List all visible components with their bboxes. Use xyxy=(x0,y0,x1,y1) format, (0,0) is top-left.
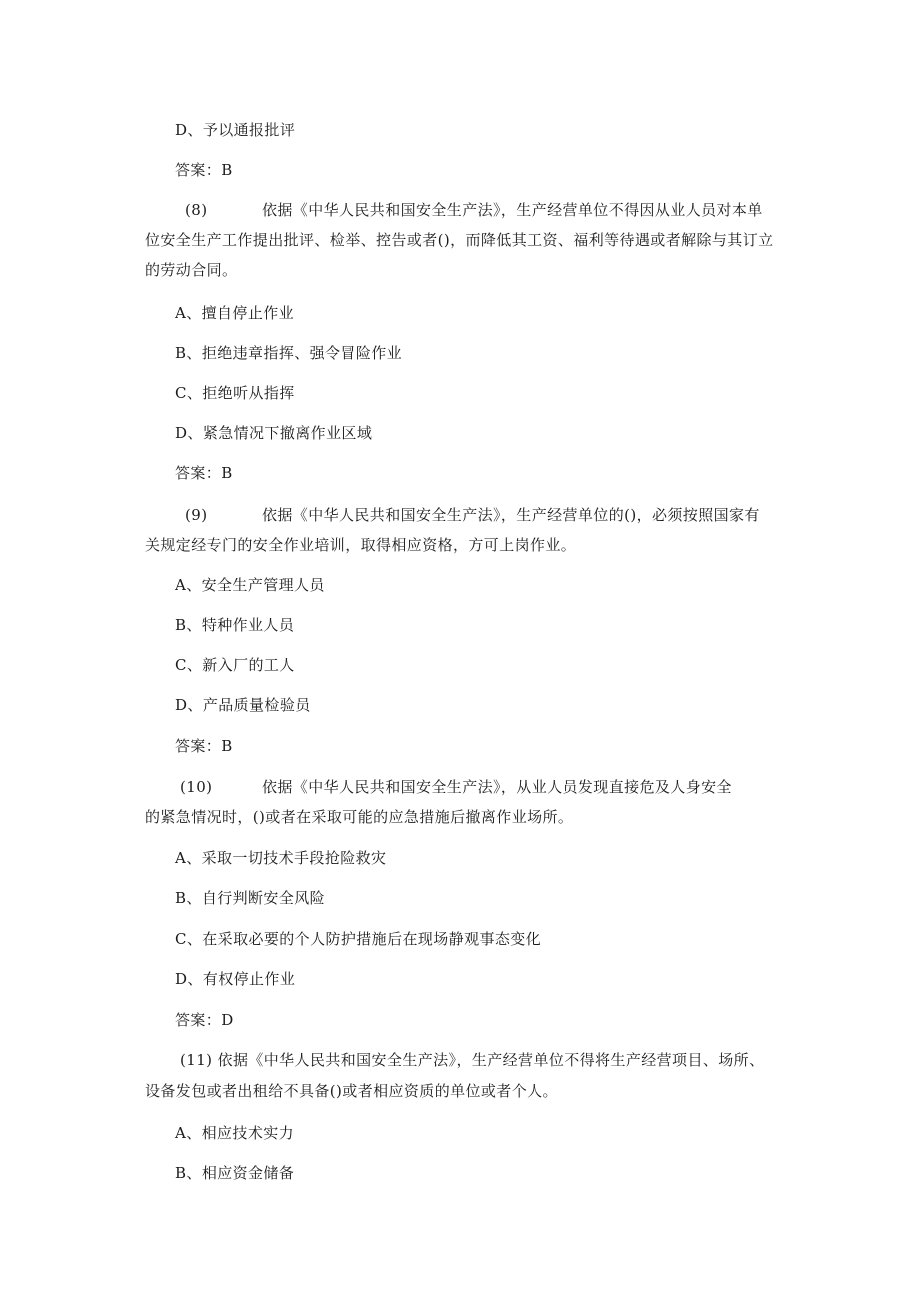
q10-text-line1: 依据《中华人民共和国安全生产法》，从业人员发现直接危及人身安全 xyxy=(262,778,732,796)
q8-option-c: C、拒绝听从指挥 xyxy=(175,384,295,402)
q10-text-line2: 的紧急情况时，()或者在采取可能的应急措施后撤离作业场所。 xyxy=(145,808,574,826)
q8-text-line2: 位安全生产工作提出批评、检举、控告或者()，而降低其工资、福利等待遇或者解除与其订立 xyxy=(145,231,774,249)
q9-option-b: B、特种作业人员 xyxy=(175,616,295,634)
q9-option-c: C、新入厂的工人 xyxy=(175,656,295,674)
q9-text-line2: 关规定经专门的安全作业培训，取得相应资格，方可上岗作业。 xyxy=(145,536,577,554)
q8-option-d: D、紧急情况下撤离作业区域 xyxy=(175,424,373,442)
q8-option-a: A、擅自停止作业 xyxy=(175,304,295,322)
q10-option-d: D、有权停止作业 xyxy=(175,970,296,988)
q8-number: (8) xyxy=(185,201,208,219)
q10-number: (10) xyxy=(180,778,213,796)
q11-option-b: B、相应资金储备 xyxy=(175,1164,295,1182)
q11-option-a: A、相应技术实力 xyxy=(175,1124,295,1142)
prev-option-d: D、予以通报批评 xyxy=(175,121,296,139)
q11-text-line2: 设备发包或者出租给不具备()或者相应资质的单位或者个人。 xyxy=(145,1082,558,1100)
q8-answer: 答案：B xyxy=(175,464,233,482)
q9-option-a: A、安全生产管理人员 xyxy=(175,576,325,594)
q10-answer: 答案：D xyxy=(175,1011,234,1029)
q9-text-line1: 依据《中华人民共和国安全生产法》，生产经营单位的()，必须按照国家有 xyxy=(262,506,760,524)
prev-answer: 答案：B xyxy=(175,161,233,179)
q10-option-b: B、自行判断安全风险 xyxy=(175,889,326,907)
q8-text-line3: 的劳动合同。 xyxy=(145,261,238,279)
q10-option-c: C、在采取必要的个人防护措施后在现场静观事态变化 xyxy=(175,930,542,948)
q10-option-a: A、采取一切技术手段抢险救灾 xyxy=(175,849,387,867)
q9-answer: 答案：B xyxy=(175,737,233,755)
q9-option-d: D、产品质量检验员 xyxy=(175,696,311,714)
q8-text-line1: 依据《中华人民共和国安全生产法》，生产经营单位不得因从业人员对本单 xyxy=(262,201,763,219)
q8-option-b: B、拒绝违章指挥、强令冒险作业 xyxy=(175,344,403,362)
q9-number: (9) xyxy=(185,506,208,524)
q11-text-line1: (11) 依据《中华人民共和国安全生产法》，生产经营单位不得将生产经营项目、场所、 xyxy=(180,1051,765,1069)
